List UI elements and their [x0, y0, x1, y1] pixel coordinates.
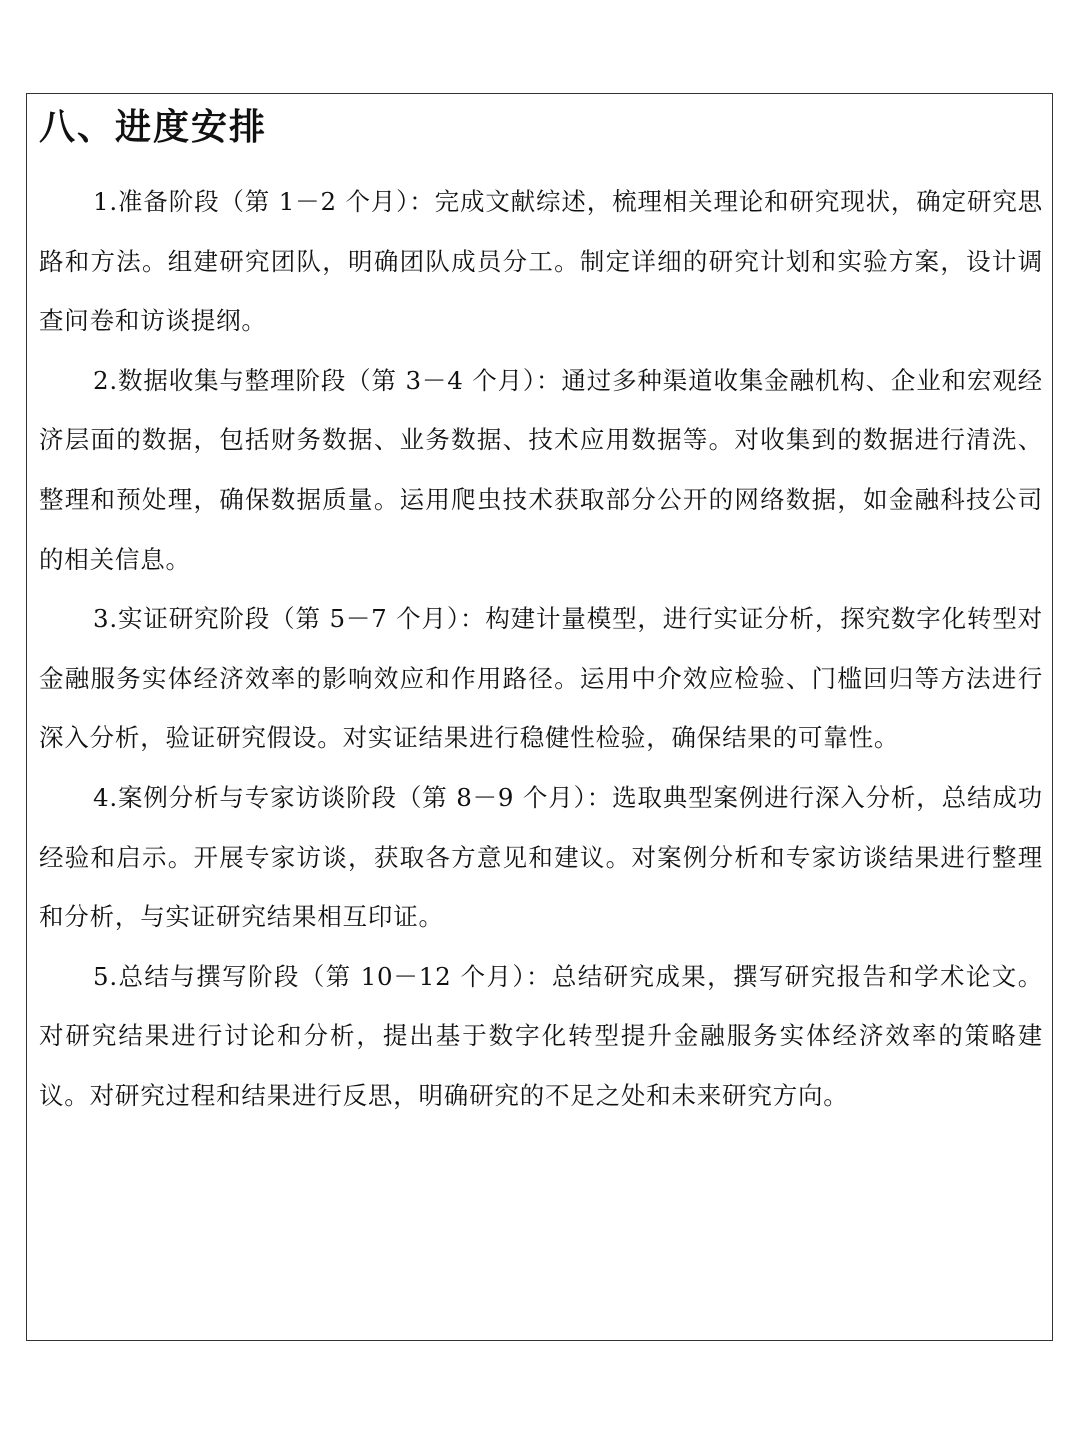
paragraph-case-analysis-stage: 4.案例分析与专家访谈阶段（第 8－9 个月）：选取典型案例进行深入分析，总结成功经验和启示。开展专家访谈，获取各方意见和建议。对案例分析和专家访谈结果进行整理和分析，与实证研究结果相互印证。	[39, 782, 1043, 932]
paragraph-data-collection-stage: 2.数据收集与整理阶段（第 3－4 个月）：通过多种渠道收集金融机构、企业和宏观经济层面的数据，包括财务数据、业务数据、技术应用数据等。对收集到的数据进行清洗、整理和预处理，确保数据质量。运用爬虫技术获取部分公开的网络数据，如金融科技公司的相关信息。	[39, 365, 1043, 574]
section-title: 八、进度安排	[39, 106, 268, 148]
document-frame	[26, 93, 1053, 1341]
section-body	[39, 172, 1043, 1126]
paragraph-summary-writing-stage: 5.总结与撰写阶段（第 10－12 个月）：总结研究成果，撰写研究报告和学术论文。对研究结果进行讨论和分析，提出基于数字化转型提升金融服务实体经济效率的策略建议。对研究过程和结果进行反思，明确研究的不足之处和未来研究方向。	[39, 961, 1043, 1110]
paragraph-preparation-stage: 1.准备阶段（第 1－2 个月）：完成文献综述，梳理相关理论和研究现状，确定研究思路和方法。组建研究团队，明确团队成员分工。制定详细的研究计划和实验方案，设计调查问卷和访谈提纲。	[39, 187, 1043, 336]
paragraph-empirical-research-stage: 3.实证研究阶段（第 5－7 个月）：构建计量模型，进行实证分析，探究数字化转型对金融服务实体经济效率的影响效应和作用路径。运用中介效应检验、门槛回归等方法进行深入分析，验证研究假设。对实证结果进行稳健性检验，确保结果的可靠性。	[39, 604, 1043, 753]
